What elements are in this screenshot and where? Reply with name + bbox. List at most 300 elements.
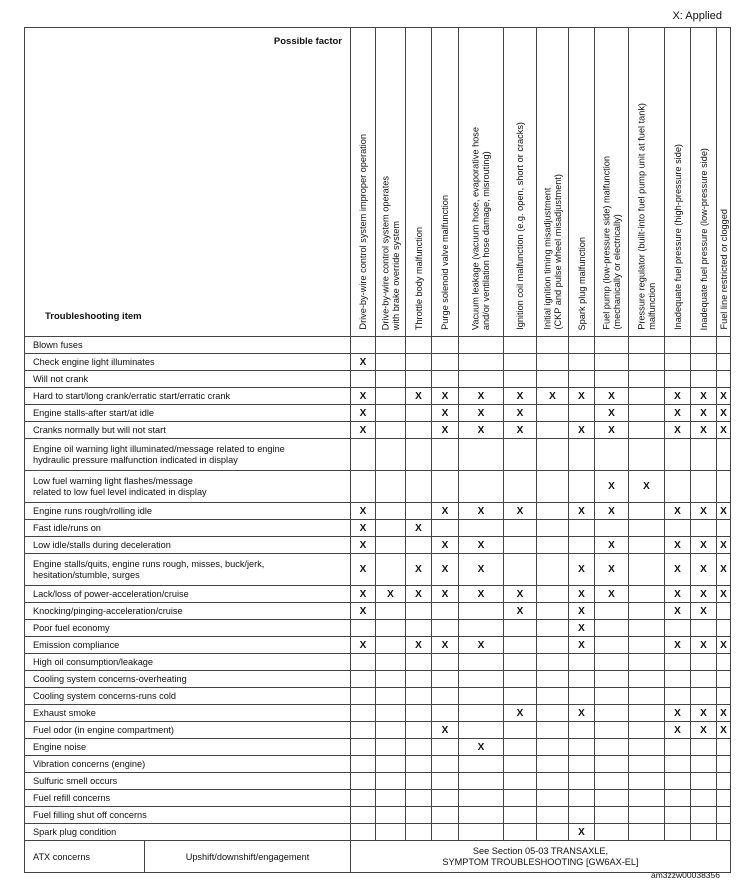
empty-cell bbox=[691, 439, 717, 471]
applied-mark: X bbox=[691, 554, 717, 586]
empty-cell bbox=[376, 637, 406, 654]
empty-cell bbox=[432, 620, 459, 637]
empty-cell bbox=[504, 371, 537, 388]
empty-cell bbox=[595, 688, 629, 705]
empty-cell bbox=[569, 722, 595, 739]
empty-cell bbox=[537, 586, 569, 603]
empty-cell bbox=[691, 739, 717, 756]
empty-cell bbox=[717, 824, 731, 841]
empty-cell bbox=[432, 824, 459, 841]
empty-cell bbox=[504, 722, 537, 739]
applied-mark: X bbox=[665, 705, 691, 722]
empty-cell bbox=[406, 688, 432, 705]
empty-cell bbox=[351, 671, 376, 688]
troubleshooting-item: Poor fuel economy bbox=[25, 620, 351, 637]
empty-cell bbox=[569, 520, 595, 537]
applied-mark: X bbox=[459, 422, 504, 439]
applied-mark: X bbox=[569, 554, 595, 586]
empty-cell bbox=[717, 739, 731, 756]
applied-mark: X bbox=[691, 586, 717, 603]
applied-mark: X bbox=[504, 405, 537, 422]
empty-cell bbox=[717, 756, 731, 773]
factor-label: Throttle body malfunction bbox=[413, 226, 424, 330]
empty-cell bbox=[406, 603, 432, 620]
empty-cell bbox=[432, 654, 459, 671]
empty-cell bbox=[376, 537, 406, 554]
empty-cell bbox=[537, 537, 569, 554]
factor-header bbox=[432, 28, 459, 337]
applied-mark: X bbox=[691, 388, 717, 405]
empty-cell bbox=[406, 790, 432, 807]
empty-cell bbox=[406, 654, 432, 671]
applied-mark: X bbox=[665, 503, 691, 520]
empty-cell bbox=[595, 637, 629, 654]
applied-mark: X bbox=[504, 503, 537, 520]
empty-cell bbox=[504, 671, 537, 688]
table-row bbox=[25, 790, 731, 807]
empty-cell bbox=[665, 688, 691, 705]
empty-cell bbox=[569, 688, 595, 705]
empty-cell bbox=[376, 354, 406, 371]
empty-cell bbox=[629, 756, 665, 773]
empty-cell bbox=[432, 439, 459, 471]
empty-cell bbox=[629, 790, 665, 807]
applied-mark: X bbox=[691, 503, 717, 520]
applied-mark: X bbox=[432, 388, 459, 405]
empty-cell bbox=[595, 756, 629, 773]
table-row bbox=[25, 554, 731, 586]
empty-cell bbox=[629, 422, 665, 439]
applied-mark: X bbox=[595, 554, 629, 586]
empty-cell bbox=[432, 337, 459, 354]
empty-cell bbox=[537, 705, 569, 722]
empty-cell bbox=[665, 671, 691, 688]
table-row bbox=[25, 722, 731, 739]
applied-mark: X bbox=[665, 405, 691, 422]
empty-cell bbox=[537, 520, 569, 537]
empty-cell bbox=[504, 537, 537, 554]
empty-cell bbox=[569, 439, 595, 471]
empty-cell bbox=[717, 520, 731, 537]
troubleshooting-item: Cranks normally but will not start bbox=[25, 422, 351, 439]
empty-cell bbox=[406, 807, 432, 824]
applied-mark: X bbox=[717, 537, 731, 554]
empty-cell bbox=[665, 739, 691, 756]
empty-cell bbox=[376, 671, 406, 688]
troubleshooting-item: Lack/loss of power-acceleration/cruise bbox=[25, 586, 351, 603]
empty-cell bbox=[595, 337, 629, 354]
empty-cell bbox=[629, 354, 665, 371]
empty-cell bbox=[595, 603, 629, 620]
table-row bbox=[25, 471, 731, 503]
table-row bbox=[25, 705, 731, 722]
empty-cell bbox=[537, 773, 569, 790]
applied-mark: X bbox=[691, 722, 717, 739]
troubleshooting-item: Vibration concerns (engine) bbox=[25, 756, 351, 773]
figure-code: am3zzw00038356 bbox=[651, 870, 720, 880]
applied-mark: X bbox=[459, 637, 504, 654]
empty-cell bbox=[432, 773, 459, 790]
empty-cell bbox=[432, 603, 459, 620]
empty-cell bbox=[569, 739, 595, 756]
empty-cell bbox=[537, 554, 569, 586]
empty-cell bbox=[406, 756, 432, 773]
troubleshooting-item: Engine oil warning light illuminated/message related to engine hydraulic pressure malfunction indicated in display bbox=[25, 439, 351, 471]
empty-cell bbox=[504, 807, 537, 824]
empty-cell bbox=[406, 620, 432, 637]
empty-cell bbox=[376, 807, 406, 824]
empty-cell bbox=[595, 790, 629, 807]
applied-mark: X bbox=[595, 503, 629, 520]
empty-cell bbox=[376, 688, 406, 705]
empty-cell bbox=[351, 807, 376, 824]
applied-mark: X bbox=[595, 422, 629, 439]
empty-cell bbox=[595, 354, 629, 371]
troubleshooting-item: Fuel refill concerns bbox=[25, 790, 351, 807]
empty-cell bbox=[569, 471, 595, 503]
applied-mark: X bbox=[351, 637, 376, 654]
empty-cell bbox=[569, 756, 595, 773]
empty-cell bbox=[717, 471, 731, 503]
empty-cell bbox=[569, 354, 595, 371]
troubleshooting-item: Blown fuses bbox=[25, 337, 351, 354]
applied-mark: X bbox=[569, 586, 595, 603]
troubleshooting-item: Low fuel warning light flashes/message related to low fuel level indicated in display bbox=[25, 471, 351, 503]
empty-cell bbox=[629, 807, 665, 824]
applied-mark: X bbox=[717, 388, 731, 405]
empty-cell bbox=[717, 688, 731, 705]
factor-header bbox=[691, 28, 717, 337]
empty-cell bbox=[376, 422, 406, 439]
empty-cell bbox=[629, 705, 665, 722]
table-row bbox=[25, 807, 731, 824]
troubleshooting-item: Engine runs rough/rolling idle bbox=[25, 503, 351, 520]
empty-cell bbox=[376, 603, 406, 620]
applied-mark: X bbox=[406, 388, 432, 405]
applied-mark: X bbox=[717, 637, 731, 654]
empty-cell bbox=[717, 654, 731, 671]
troubleshooting-item: Knocking/pinging-acceleration/cruise bbox=[25, 603, 351, 620]
empty-cell bbox=[595, 654, 629, 671]
factor-header bbox=[459, 28, 504, 337]
empty-cell bbox=[432, 807, 459, 824]
table-row bbox=[25, 824, 731, 841]
empty-cell bbox=[629, 824, 665, 841]
empty-cell bbox=[569, 654, 595, 671]
possible-factor-label: Possible factor bbox=[273, 36, 342, 47]
troubleshooting-item: Check engine light illuminates bbox=[25, 354, 351, 371]
empty-cell bbox=[537, 371, 569, 388]
factor-header bbox=[406, 28, 432, 337]
factor-label: Purge solenoid valve malfunction bbox=[439, 195, 450, 330]
empty-cell bbox=[665, 807, 691, 824]
empty-cell bbox=[504, 471, 537, 503]
empty-cell bbox=[691, 654, 717, 671]
factor-label: Pressure regulator (built-into fuel pump unit at fuel tank) malfunction bbox=[636, 103, 657, 330]
table-row bbox=[25, 739, 731, 756]
empty-cell bbox=[537, 439, 569, 471]
empty-cell bbox=[595, 824, 629, 841]
empty-cell bbox=[351, 824, 376, 841]
empty-cell bbox=[432, 688, 459, 705]
factor-header bbox=[537, 28, 569, 337]
troubleshooting-table bbox=[24, 27, 731, 873]
empty-cell bbox=[691, 371, 717, 388]
empty-cell bbox=[406, 824, 432, 841]
empty-cell bbox=[537, 739, 569, 756]
applied-mark: X bbox=[691, 637, 717, 654]
empty-cell bbox=[717, 337, 731, 354]
empty-cell bbox=[459, 337, 504, 354]
applied-mark: X bbox=[504, 388, 537, 405]
empty-cell bbox=[459, 705, 504, 722]
table-row bbox=[25, 337, 731, 354]
empty-cell bbox=[406, 371, 432, 388]
empty-cell bbox=[537, 405, 569, 422]
empty-cell bbox=[406, 439, 432, 471]
applied-mark: X bbox=[351, 603, 376, 620]
empty-cell bbox=[537, 824, 569, 841]
troubleshooting-item: Engine stalls/quits, engine runs rough, misses, buck/jerk, hesitation/stumble, surges bbox=[25, 554, 351, 586]
empty-cell bbox=[665, 371, 691, 388]
empty-cell bbox=[459, 671, 504, 688]
empty-cell bbox=[717, 620, 731, 637]
applied-mark: X bbox=[665, 554, 691, 586]
empty-cell bbox=[717, 671, 731, 688]
empty-cell bbox=[629, 520, 665, 537]
troubleshooting-item: Spark plug condition bbox=[25, 824, 351, 841]
troubleshooting-item: Will not crank bbox=[25, 371, 351, 388]
applied-mark: X bbox=[595, 471, 629, 503]
empty-cell bbox=[459, 773, 504, 790]
legend: X: Applied bbox=[672, 10, 722, 22]
troubleshooting-item: Engine stalls-after start/at idle bbox=[25, 405, 351, 422]
applied-mark: X bbox=[351, 503, 376, 520]
empty-cell bbox=[717, 807, 731, 824]
empty-cell bbox=[504, 688, 537, 705]
empty-cell bbox=[629, 405, 665, 422]
factor-label: Inadequate fuel pressure (high-pressure side) bbox=[672, 144, 683, 330]
empty-cell bbox=[665, 654, 691, 671]
empty-cell bbox=[717, 354, 731, 371]
empty-cell bbox=[595, 620, 629, 637]
empty-cell bbox=[595, 439, 629, 471]
applied-mark: X bbox=[691, 705, 717, 722]
empty-cell bbox=[595, 773, 629, 790]
empty-cell bbox=[459, 807, 504, 824]
empty-cell bbox=[406, 422, 432, 439]
empty-cell bbox=[432, 756, 459, 773]
troubleshooting-item-label: Troubleshooting item bbox=[45, 311, 142, 322]
empty-cell bbox=[629, 371, 665, 388]
factor-label: Initial ignition timing misadjustment (CKP and pulse wheel misadjustment) bbox=[542, 174, 563, 330]
empty-cell bbox=[691, 688, 717, 705]
empty-cell bbox=[351, 337, 376, 354]
table-row bbox=[25, 671, 731, 688]
empty-cell bbox=[629, 773, 665, 790]
applied-mark: X bbox=[351, 422, 376, 439]
empty-cell bbox=[665, 471, 691, 503]
applied-mark: X bbox=[569, 503, 595, 520]
table-row bbox=[25, 371, 731, 388]
empty-cell bbox=[629, 620, 665, 637]
applied-mark: X bbox=[717, 722, 731, 739]
empty-cell bbox=[406, 354, 432, 371]
applied-mark: X bbox=[504, 603, 537, 620]
applied-mark: X bbox=[569, 388, 595, 405]
empty-cell bbox=[595, 739, 629, 756]
factor-label: Spark plug malfunction bbox=[576, 236, 587, 330]
empty-cell bbox=[629, 722, 665, 739]
applied-mark: X bbox=[717, 503, 731, 520]
empty-cell bbox=[376, 756, 406, 773]
empty-cell bbox=[376, 337, 406, 354]
empty-cell bbox=[504, 554, 537, 586]
empty-cell bbox=[406, 705, 432, 722]
empty-cell bbox=[569, 773, 595, 790]
empty-cell bbox=[629, 537, 665, 554]
empty-cell bbox=[406, 722, 432, 739]
table-row bbox=[25, 773, 731, 790]
empty-cell bbox=[351, 739, 376, 756]
empty-cell bbox=[351, 705, 376, 722]
empty-cell bbox=[691, 790, 717, 807]
empty-cell bbox=[717, 439, 731, 471]
empty-cell bbox=[595, 722, 629, 739]
applied-mark: X bbox=[569, 603, 595, 620]
factor-header bbox=[665, 28, 691, 337]
empty-cell bbox=[459, 603, 504, 620]
applied-mark: X bbox=[432, 554, 459, 586]
applied-mark: X bbox=[459, 537, 504, 554]
empty-cell bbox=[691, 354, 717, 371]
empty-cell bbox=[504, 520, 537, 537]
empty-cell bbox=[351, 722, 376, 739]
table-row bbox=[25, 520, 731, 537]
applied-mark: X bbox=[691, 405, 717, 422]
empty-cell bbox=[504, 337, 537, 354]
empty-cell bbox=[717, 371, 731, 388]
empty-cell bbox=[537, 790, 569, 807]
applied-mark: X bbox=[459, 739, 504, 756]
empty-cell bbox=[665, 824, 691, 841]
empty-cell bbox=[459, 354, 504, 371]
empty-cell bbox=[537, 354, 569, 371]
applied-mark: X bbox=[569, 620, 595, 637]
applied-mark: X bbox=[459, 586, 504, 603]
applied-mark: X bbox=[504, 705, 537, 722]
empty-cell bbox=[376, 471, 406, 503]
empty-cell bbox=[717, 603, 731, 620]
empty-cell bbox=[376, 439, 406, 471]
applied-mark: X bbox=[665, 388, 691, 405]
applied-mark: X bbox=[459, 503, 504, 520]
table-row bbox=[25, 688, 731, 705]
empty-cell bbox=[665, 337, 691, 354]
table-row bbox=[25, 388, 731, 405]
table-row bbox=[25, 537, 731, 554]
applied-mark: X bbox=[432, 422, 459, 439]
applied-mark: X bbox=[406, 586, 432, 603]
empty-cell bbox=[459, 790, 504, 807]
troubleshooting-item: Cooling system concerns-runs cold bbox=[25, 688, 351, 705]
applied-mark: X bbox=[595, 537, 629, 554]
empty-cell bbox=[504, 637, 537, 654]
applied-mark: X bbox=[376, 586, 406, 603]
empty-cell bbox=[629, 603, 665, 620]
empty-cell bbox=[459, 722, 504, 739]
applied-mark: X bbox=[691, 537, 717, 554]
empty-cell bbox=[665, 520, 691, 537]
factor-label: Inadequate fuel pressure (low-pressure side) bbox=[698, 147, 709, 330]
empty-cell bbox=[691, 337, 717, 354]
applied-mark: X bbox=[432, 722, 459, 739]
table-row bbox=[25, 439, 731, 471]
empty-cell bbox=[351, 620, 376, 637]
table-row bbox=[25, 620, 731, 637]
empty-cell bbox=[459, 756, 504, 773]
empty-cell bbox=[351, 371, 376, 388]
empty-cell bbox=[432, 471, 459, 503]
troubleshooting-item: Fast idle/runs on bbox=[25, 520, 351, 537]
empty-cell bbox=[537, 807, 569, 824]
empty-cell bbox=[351, 471, 376, 503]
troubleshooting-item: Fuel filling shut off concerns bbox=[25, 807, 351, 824]
applied-mark: X bbox=[459, 388, 504, 405]
table-row bbox=[25, 422, 731, 439]
empty-cell bbox=[504, 654, 537, 671]
applied-mark: X bbox=[351, 537, 376, 554]
applied-mark: X bbox=[406, 520, 432, 537]
troubleshooting-item: Sulfuric smell occurs bbox=[25, 773, 351, 790]
empty-cell bbox=[432, 520, 459, 537]
empty-cell bbox=[569, 537, 595, 554]
empty-cell bbox=[665, 620, 691, 637]
empty-cell bbox=[717, 790, 731, 807]
empty-cell bbox=[376, 790, 406, 807]
empty-cell bbox=[351, 688, 376, 705]
empty-cell bbox=[665, 773, 691, 790]
empty-cell bbox=[376, 773, 406, 790]
empty-cell bbox=[537, 422, 569, 439]
applied-mark: X bbox=[432, 503, 459, 520]
empty-cell bbox=[537, 337, 569, 354]
troubleshooting-item: Hard to start/long crank/erratic start/erratic crank bbox=[25, 388, 351, 405]
empty-cell bbox=[629, 739, 665, 756]
empty-cell bbox=[504, 439, 537, 471]
empty-cell bbox=[376, 705, 406, 722]
factor-label: Fuel pump (low-pressure side) malfunction (mechanically or electrically) bbox=[601, 156, 622, 330]
troubleshooting-item: Exhaust smoke bbox=[25, 705, 351, 722]
factor-header bbox=[629, 28, 665, 337]
empty-cell bbox=[504, 620, 537, 637]
applied-mark: X bbox=[569, 705, 595, 722]
empty-cell bbox=[432, 354, 459, 371]
empty-cell bbox=[629, 637, 665, 654]
empty-cell bbox=[432, 739, 459, 756]
empty-cell bbox=[459, 824, 504, 841]
applied-mark: X bbox=[717, 586, 731, 603]
table-row bbox=[25, 405, 731, 422]
empty-cell bbox=[569, 371, 595, 388]
empty-cell bbox=[432, 705, 459, 722]
table-row bbox=[25, 586, 731, 603]
empty-cell bbox=[691, 807, 717, 824]
empty-cell bbox=[459, 654, 504, 671]
empty-cell bbox=[569, 337, 595, 354]
applied-mark: X bbox=[665, 586, 691, 603]
applied-mark: X bbox=[504, 422, 537, 439]
